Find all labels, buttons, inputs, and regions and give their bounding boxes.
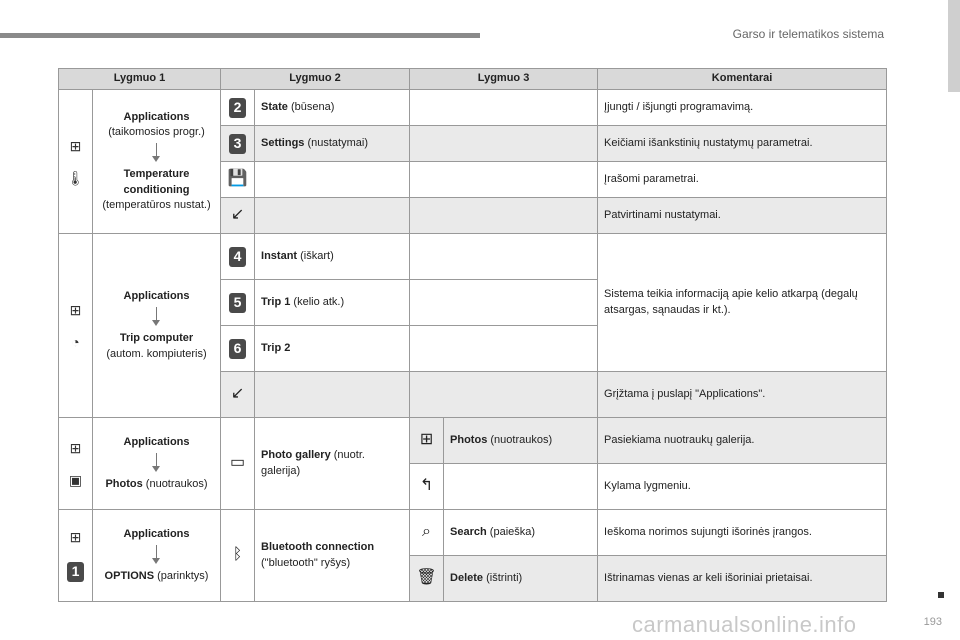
trip-computer-icon: ◔ — [71, 333, 80, 350]
comment: Ieškoma norimos sujungti išorinės įrangos. — [598, 510, 887, 556]
comment: Kylama lygmeniu. — [598, 464, 887, 510]
l1-label: Applications (taikomosios progr.) Temperature conditioning (temperatūros nustat.) — [93, 90, 221, 234]
step-badge: 6 — [229, 339, 246, 359]
arrow-down-icon — [156, 143, 157, 157]
step-badge: 5 — [229, 293, 246, 313]
folder-icon: ▭ — [229, 453, 246, 471]
table-row: 🗑 Delete (ištrinti) Ištrinamas vienas ar keli išoriniai prietaisai. — [59, 556, 887, 602]
col-header-comments: Komentarai — [598, 69, 887, 90]
table-header-row — [59, 69, 887, 90]
step-badge: 4 — [229, 247, 246, 267]
applications-icon: ⊞ — [69, 528, 82, 545]
l1-icons — [59, 234, 93, 418]
page-marker — [938, 592, 944, 598]
comment: Įjungti / išjungti programavimą. — [598, 90, 887, 126]
photos-icon: ▣ — [68, 471, 83, 488]
l1-icons — [59, 90, 93, 234]
table-row: ⊞ ▣ Applications Photos (nuotraukos) ▭ Photo gallery (nuotr. galerija) ⊞ Photos (nuotraukos) Pasiekiama nuotraukų galerija. — [59, 418, 887, 464]
l1-icons — [59, 510, 93, 602]
confirm-icon: ↙ — [230, 384, 245, 402]
l1-label: Applications Photos (nuotraukos) — [93, 418, 221, 510]
arrow-down-icon — [156, 307, 157, 321]
table-row: 6 Trip 2 — [59, 326, 887, 372]
header-bar — [0, 33, 480, 38]
comment: Pasiekiama nuotraukų galerija. — [598, 418, 887, 464]
step-badge: 2 — [229, 98, 246, 118]
arrow-down-icon — [156, 545, 157, 559]
back-icon: ↰ — [419, 476, 434, 494]
menu-table — [58, 68, 887, 602]
table-row: ⊞ 1 Applications OPTIONS (parinktys) ᛒ Bluetooth connection ("bluetooth" ryšys) ⌕ Search (paieška) Ieškoma norimos sujungti išorinės įrangos. — [59, 510, 887, 556]
applications-icon: ⊞ — [69, 301, 82, 318]
l1-label: Applications OPTIONS (parinktys) — [93, 510, 221, 602]
bluetooth-icon: ᛒ — [232, 545, 243, 563]
comment: Keičiami išankstinių nustatymų parametrai. — [598, 126, 887, 162]
trash-icon: 🗑 — [416, 568, 437, 586]
table-row: 5 Trip 1 (kelio atk.) — [59, 280, 887, 326]
table-row: ⊞ ◔ Applications Trip computer (autom. kompiuteris) 4 Instant (iškart) Sistema teikia informaciją apie kelio atkarpą (degalų atsargas, sąnaudas ir kt.). — [59, 234, 887, 280]
col-header-level1: Lygmuo 1 — [59, 69, 221, 90]
grid-icon: ⊞ — [419, 430, 434, 448]
comment: Patvirtinami nustatymai. — [598, 198, 887, 234]
comment: Ištrinamas vienas ar keli išoriniai prietaisai. — [598, 556, 887, 602]
search-icon: ⌕ — [422, 522, 432, 540]
page-number: 193 — [923, 616, 942, 628]
col-header-level3: Lygmuo 3 — [410, 69, 598, 90]
col-header-level2: Lygmuo 2 — [221, 69, 410, 90]
l1-icons — [59, 418, 93, 510]
table-row: 3 Settings (nustatymai) Keičiami išankstinių nustatymų parametrai. — [59, 126, 887, 162]
l1-label: Applications Trip computer (autom. kompiuteris) — [93, 234, 221, 418]
comment: Sistema teikia informaciją apie kelio atkarpą (degalų atsargas, sąnaudas ir kt.). — [598, 234, 887, 372]
table-row: ⊞ 🌡 Applications (taikomosios progr.) Temperature conditioning (temperatūros nustat.) 2 State (būsena) Įjungti / išjungti programavimą. — [59, 90, 887, 126]
applications-icon: ⊞ — [69, 439, 82, 456]
section-tab — [948, 0, 960, 92]
applications-icon: ⊞ — [69, 137, 82, 154]
step-badge: 3 — [229, 134, 246, 154]
page-header-title: Garso ir telematikos sistema — [732, 27, 884, 41]
comment: Grįžtama į puslapį "Applications". — [598, 372, 887, 418]
save-icon: 💾 — [227, 169, 248, 187]
watermark: carmanualsonline.info — [632, 612, 857, 637]
arrow-down-icon — [156, 453, 157, 467]
confirm-icon: ↙ — [230, 205, 245, 223]
step-badge: 1 — [67, 562, 84, 582]
temperature-icon: 🌡 — [66, 169, 85, 186]
comment: Įrašomi parametrai. — [598, 162, 887, 198]
